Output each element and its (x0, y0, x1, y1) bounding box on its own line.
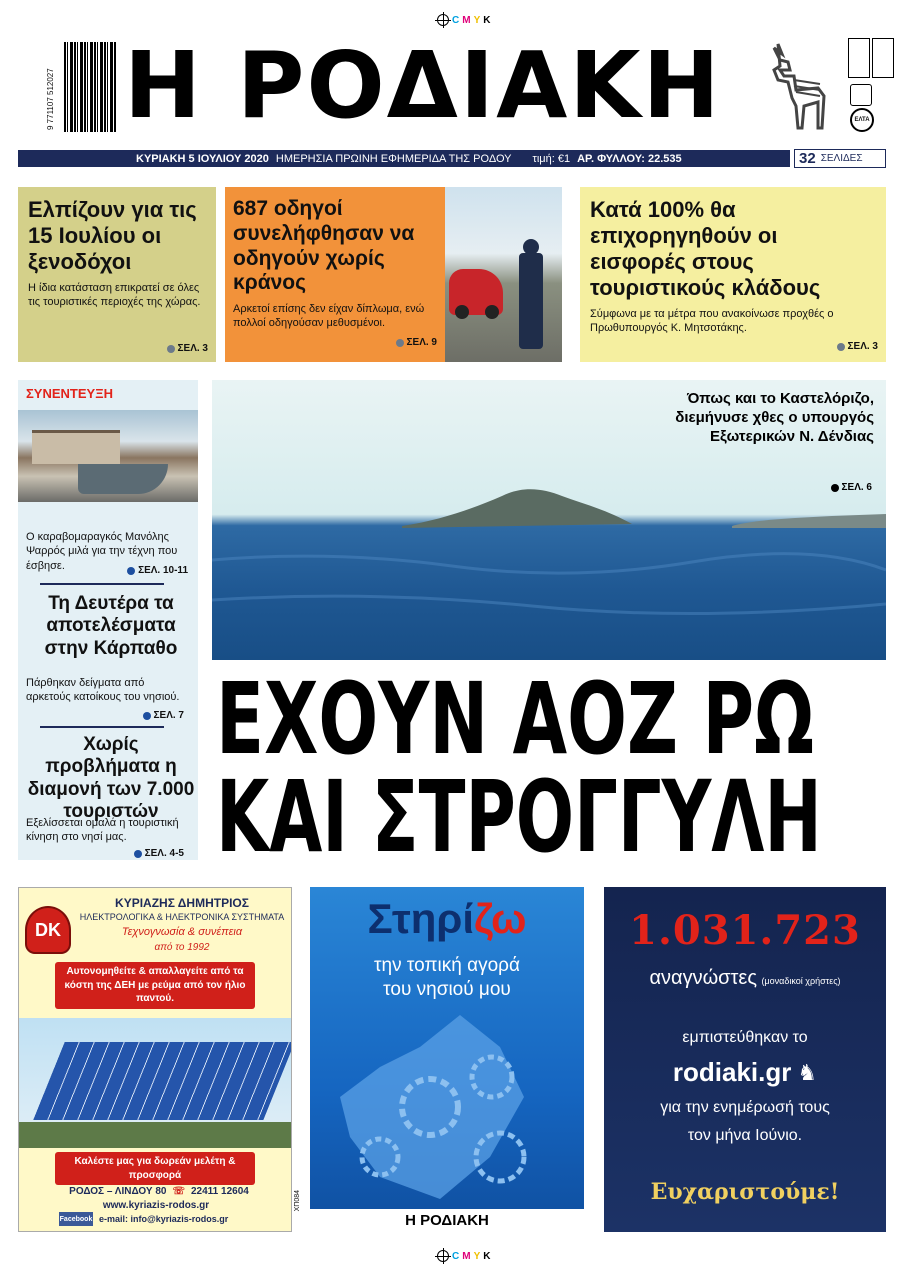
sidebar (18, 380, 198, 860)
main-headline-line2: ΚΑΙ ΣΤΡΟΓΓΥΛΗ (216, 759, 822, 875)
shed-shape (32, 430, 120, 464)
page-ref: ΣΕΛ. 10-11 (127, 565, 188, 576)
phone-icon: ☏ (172, 1186, 185, 1197)
barcode-number: 9 771107 512027 (46, 68, 55, 130)
tagline: ΗΜΕΡΗΣΙΑ ΠΡΩΙΝΗ ΕΦΗΜΕΡΙΔΑ ΤΗΣ ΡΟΔΟΥ (275, 152, 512, 165)
ad-kyriazis[interactable] (18, 887, 292, 1232)
dot-icon (127, 567, 135, 575)
story-text-karpathos: Πάρθηκαν δείγματα από αρκετούς κατοίκους του νησιού. (26, 677, 180, 704)
ad2-title: Στηρίζω (367, 895, 527, 942)
dot-icon (134, 850, 142, 858)
story-text-tourists: Εξελίσσεται ομαλά η τουριστική κίνηση στο νησί μας. (26, 817, 179, 844)
ad1-cta: Καλέστε μας για δωρεάν μελέτη & προσφορά (55, 1152, 255, 1185)
ad1-address: ΡΟΔΟΣ – ΛΙΝΔΟΥ 80 (69, 1186, 167, 1197)
solar-panel-shape (33, 1042, 292, 1120)
boat-shape (78, 464, 168, 494)
dot-icon (837, 343, 845, 351)
grass-shape (19, 1122, 292, 1148)
story-title: Ελπίζουν για τις 15 Ιουλίου οι ξενοδόχοι (28, 197, 197, 274)
info-box (848, 38, 870, 78)
story-text: Αρκετοί επίσης δεν είχαν δίπλωμα, ενώ πολλοί οδηγούσαν μεθυσμένοι. (233, 303, 425, 330)
ad3-readers-row: αναγνώστες (μοναδικοί χρήστες) (649, 967, 841, 989)
ad1-phone[interactable]: 22411 12604 (190, 1186, 249, 1197)
interview-label: ΣΥΝΕΝΤΕΥΞΗ (26, 386, 113, 401)
page-ref: ΣΕΛ. 3 (837, 341, 878, 352)
main-photo-caption: Όπως και το Καστελόριζο, διεμήνυσε χθες ο υπουργός Εξωτερικών Ν. Δένδιας (675, 390, 874, 445)
story-text: Σύμφωνα με τα μέτρα που ανακοίνωσε προχθές ο Πρωθυπουργός Κ. Μητσοτάκης. (590, 307, 834, 335)
story-text: Η ίδια κατάσταση επικρατεί σε όλες τις τουριστικές περιοχές της χώρας. (28, 281, 201, 309)
ad2-line2: του νησιού μου (383, 979, 511, 1000)
rhodes-gears-illustration (310, 1007, 584, 1207)
facebook-icon[interactable]: Facebook (59, 1212, 93, 1226)
page-ref: ΣΕΛ. 3 (167, 343, 208, 354)
ad2-brand: Η ΡΟΔΙΑΚΗ (310, 1209, 584, 1232)
divider (40, 583, 164, 585)
ad1-website[interactable]: www.kyriazis-rodos.gr (102, 1200, 210, 1211)
ad3-site-row[interactable]: rodiaki.gr ♞ (672, 1057, 818, 1087)
boatbuilder-photo (18, 410, 198, 502)
ad3-month: τον μήνα Ιούνιο. (687, 1127, 803, 1144)
elta-logo: ΕΛΤΑ (850, 108, 874, 132)
ad3-number: 1.031.723 (629, 907, 861, 954)
ad1-code: ΧΠ084 (294, 1190, 301, 1212)
issue-number: ΑΡ. ΦΥΛΛΟΥ: 22.535 (577, 152, 682, 165)
crosshair-icon (437, 1250, 449, 1262)
info-box (872, 38, 894, 78)
ad3-trusted: εμπιστεύθηκαν το (682, 1029, 808, 1046)
ad3-for: για την ενημέρωσή τους (660, 1099, 830, 1116)
price: τιμή: €1 (532, 152, 571, 165)
divider (40, 726, 164, 728)
ad1-since: από το 1992 (154, 942, 210, 953)
ad2-line1: την τοπική αγορά (374, 955, 520, 976)
ad1-slogan: Τεχνογνωσία & συνέπεια (121, 926, 243, 938)
masthead-info-bar (18, 150, 790, 167)
dot-icon (396, 339, 404, 347)
ad-rodiaki-readers[interactable] (604, 887, 886, 1232)
page-ref: ΣΕΛ. 6 (831, 482, 872, 493)
ad3-thanks: Ευχαριστούμε! (650, 1179, 840, 1205)
issue-date: ΚΥΡΙΑΚΗ 5 ΙΟΥΛΙΟΥ 2020 (136, 152, 269, 165)
dot-icon (167, 345, 175, 353)
story-title-tourists: Χωρίς προβλήματα η διαμονή των 7.000 τουριστών (27, 734, 195, 823)
solar-panels-photo (19, 1018, 292, 1148)
page-ref: ΣΕΛ. 7 (143, 710, 184, 721)
barcode (64, 42, 116, 132)
main-photo-sea-island (212, 380, 886, 660)
pages-badge: 32 ΣΕΛΙΔΕΣ (794, 149, 886, 168)
deer-logo-icon (760, 40, 832, 132)
story-title-karpathos: Τη Δευτέρα τα αποτελέσματα στην Κάρπαθο (44, 593, 178, 659)
page-ref: ΣΕΛ. 4-5 (134, 848, 184, 859)
registration-mark-top: C M Y K (437, 14, 490, 26)
kyriazis-logo: DK (25, 906, 71, 954)
ad1-contact-row (39, 1186, 279, 1197)
story-title: Κατά 100% θα επιχορηγηθούν οι εισφορές στους τουριστικούς κλάδους (590, 197, 821, 300)
registration-mark-bottom: C M Y K (437, 1250, 490, 1262)
post-horn-icon (850, 84, 872, 106)
story-title: 687 οδηγοί συνελήφθησαν να οδηγούν χωρίς κράνος (233, 197, 415, 295)
main-headline-line1: ΕΧΟΥΝ ΑΟΖ ΡΩ (216, 661, 814, 777)
ad1-company: ΚΥΡΙΑΖΗΣ ΔΗΜΗΤΡΙΟΣ (115, 896, 249, 910)
ad1-offer: Αυτονομηθείτε & απαλλαγείτε από τα κόστη της ΔΕΗ με ρεύμα από τον ήλιο παντού. (55, 962, 255, 1009)
story-box-helmets[interactable] (225, 187, 445, 362)
deer-icon: ♞ (797, 1059, 818, 1085)
ad1-email[interactable]: e-mail: info@kyriazis-rodos.gr (99, 1214, 229, 1224)
police-officer-shape (519, 253, 543, 349)
interview-text: Ο καραβομαραγκός Μανόλης Ψαρρός μιλά για την τέχνη που έσβησε. (26, 531, 178, 572)
dot-icon (143, 712, 151, 720)
story-box-subsidies[interactable] (580, 187, 886, 362)
crosshair-icon (437, 14, 449, 26)
story-box-hoteliers[interactable] (18, 187, 216, 362)
dot-icon (831, 484, 839, 492)
ad-stirizo[interactable] (310, 887, 584, 1232)
masthead-title: Η ΡΟΔΙΑΚΗ (124, 32, 722, 139)
page-ref: ΣΕΛ. 9 (396, 337, 437, 348)
police-checkpoint-photo (445, 187, 562, 362)
ad1-subtitle: ΗΛΕΚΤΡΟΛΟΓΙΚΑ & ΗΛΕΚΤΡΟΝΙΚΑ ΣΥΣΤΗΜΑΤΑ (79, 912, 285, 922)
